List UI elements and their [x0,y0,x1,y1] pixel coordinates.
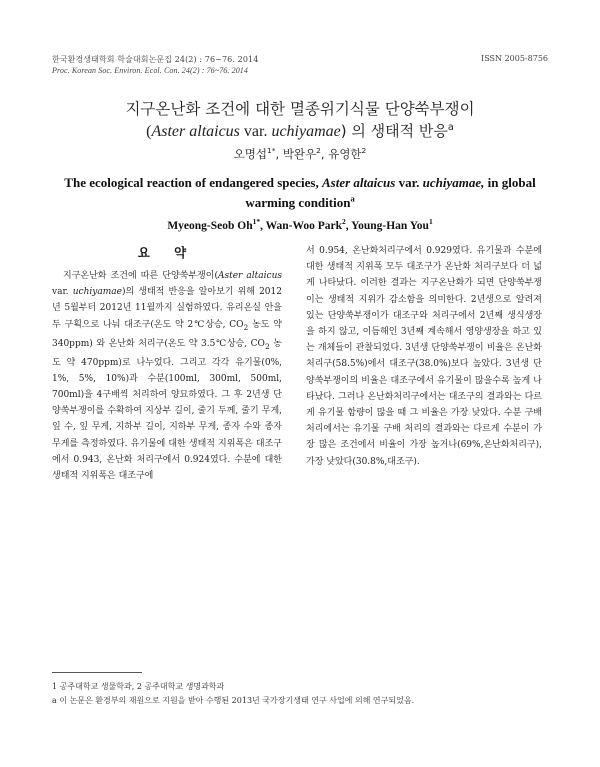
title-en-var: var. [395,175,423,190]
title-english [60,173,540,213]
author-ko-1-affil: 1* [267,146,276,156]
title-paren-open: ( [146,123,152,140]
co2-subscript: 2 [243,322,249,332]
abstract-heading: 요 약 [137,245,197,260]
author-ko-2-affil: 2 [316,146,321,156]
author-ko-2: 박완우 [282,147,317,161]
title-korean-tail: ) 의 생태적 반응 [340,122,448,140]
title-en-part1: The ecological reaction of endangered species, [64,175,322,190]
title-en-variety: uchiyamae, [422,175,485,190]
author-separator: , [320,147,329,161]
author-en-1: Myeong-Seob Oh [167,220,253,232]
author-separator: , [345,220,352,232]
author-en-3: Young-Han You [351,220,429,232]
title-en-species: Aster altaicus [321,175,396,190]
abstract-left-column [52,268,282,484]
abstract-text: 농도 약 340ppm) 와 온난화 처리구(온도 약 3.5℃상승, CO [52,319,282,349]
author-en-2-affil: 2 [342,217,346,227]
abstract-text: 지구온난화 조건에 따른 단양쑥부쟁이( [63,271,218,281]
title-korean-line1: 지구온난화 조건에 대한 멸종위기식물 단양쑥부쟁이 [125,100,475,118]
title-species-name: Aster altaicus [151,123,240,140]
co2-subscript: 2 [264,341,270,351]
author-en-2: Wan-Woo Park [265,220,342,232]
author-ko-1: 오명섭 [233,147,267,161]
abstract-text: 농도 약 470ppm)로 나누었다. 그리고 각각 유기물(0%, 1%, 5%, 10%)과 수분(100ml, 300ml, 500ml, 700ml)을 4구배씩 처리하여 양묘하였다. 그 후 2년생 단양쑥부쟁이를 수확하여 지상부 길이, 줄기 두께, 줄기 무게, 잎 수, 잎 무게, 지하부 길이, 지하부 무게, 종자 수와 종자 무게를 측정하였다. 유기물에 대한 생태적 지위폭은 대조구에서 0.943, 온난화 처리구에서 0.924였다. 수분에 대한 생태적 지위폭은 대조구에 [52,338,282,482]
title-footnote-mark: a [447,122,454,133]
abstract-species: Aster altaicus [217,271,282,281]
journal-header-english: Proc. Korean Soc. Environ. Ecol. Con. 24(2) : 76~76. 2014 [52,66,249,75]
footnote-funding: a 이 논문은 환경부의 재원으로 지원을 받아 수행된 2013년 국가장기생태 연구 사업에 의해 연구되었음. [52,696,415,705]
authors-english [0,217,600,232]
abstract-text: )의 생태적 반응을 알아보기 위해 2012년 5월부터 2012년 11월까지 실험하였다. 유리온실 안을 두 구획으로 나눠 대조구(온도 약 2℃상승, CO [52,287,282,330]
author-separator: , [260,220,266,232]
title-var: var. [239,123,272,140]
authors-korean [0,146,600,162]
author-en-1-affil: 1* [252,217,261,227]
title-variety-name: uchiyamae [271,123,341,140]
abstract-variety: uchiyamae [72,287,122,298]
title-korean-line2 [0,120,600,141]
journal-header-korean: 한국환경생태학회 학술대회논문집 24(2) : 76~76. 2014 [52,55,259,64]
issn-label: ISSN 2005-8756 [481,54,548,63]
footnote-divider [52,672,142,673]
author-separator: , [275,147,283,161]
author-en-3-affil: 1 [428,217,433,227]
abstract-right-column: 서 0.954, 온난화처리구에서 0.929였다. 유기물과 수분에 대한 생태적 지위폭 모두 대조구가 온난화 처리구보다 더 넓게 나타났다. 이러한 결과는 지구온난화가 되면 단양쑥부쟁이는 생태적 지위가 감소함을 의미한다. 2년생으로 알려져 있는 단양쑥부쟁이가 대조구와 처리구에서 2년째 생식생장을 하지 않고, 이듬해인 3년째 계속해서 영양생장을 하고 있는 개체들이 관찰되었다. 3년생 단양쑥부쟁이 비율은 온난화처리구(58.5%)에서 대조구(38.0%)보다 높았다. 3년생 단양쑥부쟁이의 비율은 대조구에서 유기물이 많을수록 높게 나타났다. 그러나 온난화처리구에서는 대조구의 결과와는 다르게 유기물 함량이 많을 때 그 비율은 가장 낮았다. 수분 구배 처리에서는 유기물 구배 처리의 결과와는 다르게 수분이 가장 많은 조건에서 비율이 가장 높거나(69%,온난화처리구), 가장 낮았다(30.8%,대조구). [306,246,542,467]
title-en-part2: in global warming condition [245,175,536,210]
title-en-footnote-mark: a [350,193,355,204]
author-ko-3: 유영한 [328,147,362,161]
footnote-affiliations: 1 공주대학교 생물학과, 2 공주대학교 생명과학과 [52,682,225,691]
abstract-var: var. [52,287,73,298]
author-ko-3-affil: 2 [361,146,367,156]
